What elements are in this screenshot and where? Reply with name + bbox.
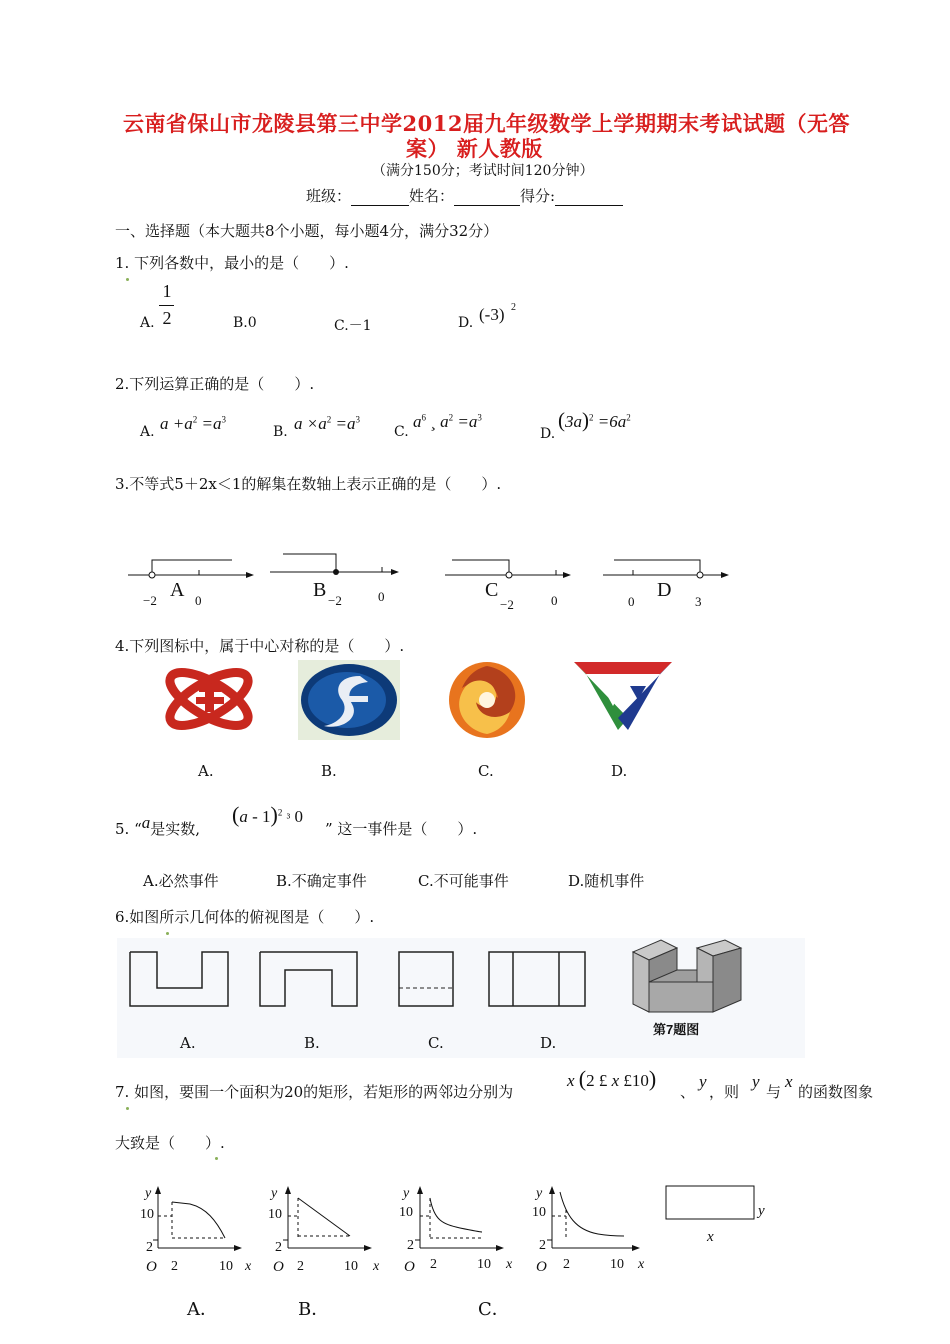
q1-stem: 1. 下列各数中，最小的是（ ）. [115,254,349,272]
page-title-line1: 云南省保山市龙陵县第三中学2012届九年级数学上学期期末考试试题（无答 [123,111,850,136]
q6-stem: 6.如图所示几何体的俯视图是（ ）. [115,908,375,926]
q3-label-a: A [170,579,185,601]
q3-tick-d-right: 3 [695,594,702,609]
q3-stem: 3.不等式5＋2x＜1的解集在数轴上表示正确的是（ ）. [115,475,502,493]
q4-option-b: B. [321,762,337,780]
q7-rectangle [666,1186,754,1219]
q3-number-line-b [270,554,399,575]
q3-number-lines [0,548,950,628]
q7-b-y10: 10 [268,1207,282,1222]
q5-var-a: a [141,813,151,832]
q6-option-c: C. [428,1034,444,1052]
q2-option-c-expr: $a^6$ ¸ $a^2 =a^3$ [413,412,482,431]
q7-stem-and: 与 [766,1083,782,1101]
class-blank[interactable] [351,191,409,206]
name-label: 姓名： [409,187,455,205]
q3-number-line-c [445,560,571,578]
q7-stem-post: ，则 [709,1083,740,1101]
q7-c-y10: 10 [399,1205,413,1220]
q1-option-d-label: D. [458,315,474,331]
q7-c-x-label: x [506,1257,513,1272]
q4-stem: 4.下列图标中，属于中心对称的是（ ）. [115,637,405,655]
q2-option-b-label: B. [273,424,288,440]
q1-fraction-den: 2 [162,308,172,328]
q6-3d-solid [633,940,741,1012]
q7-d-x2: 2 [563,1257,570,1272]
q2-option-c-label: C. [394,424,409,440]
q7-var-y: y [699,1072,707,1091]
q3-number-line-a [128,560,254,578]
q7-b-y-label: y [271,1186,278,1201]
q5-stem-pre: 5. “ [115,820,142,838]
score-blank[interactable] [555,191,623,206]
q1-fraction-bar [159,305,174,306]
q7-domain-expr: x (2 £ x £10) [567,1066,657,1091]
q1-option-d-base: (-3) [479,305,505,324]
q7-a-y-label: y [145,1186,152,1201]
q4-logo-d [572,660,676,740]
q7-a-x2: 2 [171,1259,178,1274]
q2-option-a-label: A. [140,424,155,440]
q7-b-y2: 2 [275,1240,282,1255]
q2-option-b-expr: $a \times a^2 =a^3$ [294,414,360,433]
q7-c-x2: 2 [430,1257,437,1272]
section-heading: 一、选择题（本大题共8个小题，每小题4分，满分32分） [115,222,499,240]
q7-a-x-label: x [245,1259,252,1274]
q4-option-c: C. [478,762,494,780]
q7-stem-pre: 7. 如图，要围一个面积为20的矩形，若矩形的两邻边分别为 [115,1083,514,1101]
q2-option-a-expr: $a +a^2 =a^3$ [160,414,226,433]
q5-stem-post: ” 这一事件是（ ）. [325,820,478,838]
q3-tick-b-left: −2 [328,593,342,608]
q7-d-y10: 10 [532,1205,546,1220]
q5-option-c: C.不可能事件 [418,872,509,890]
q7-b-x10: 10 [344,1259,358,1274]
q5-inequality: (a - 1)$^2$ ³ 0 [232,802,303,827]
q3-tick-c-left: −2 [500,597,514,612]
q7-c-y-label: y [403,1186,410,1201]
q1-fraction-num: 1 [162,281,172,301]
score-label: 得分: [520,187,556,205]
q5-stem-mid: 是实数, [150,820,201,838]
q7-option-b: B． [298,1299,330,1320]
q7-a-x10: 10 [219,1259,233,1274]
name-blank[interactable] [454,191,520,206]
q7-a-origin: O [146,1259,157,1275]
info-line [306,185,623,206]
q1-option-a-label: A. [140,315,155,331]
q7-d-y2: 2 [539,1238,546,1253]
q7-a-y10: 10 [140,1207,154,1222]
q7-c-origin: O [404,1259,415,1275]
q7-b-x-label: x [373,1259,380,1274]
q7-dot2 [215,1145,218,1164]
q3-number-line-d [603,560,729,578]
q3-label-c: C [485,579,499,601]
q6-option-a: A. [180,1034,196,1052]
q6-option-d: D. [540,1034,557,1052]
q3-tick-a-right: 0 [195,593,202,608]
q6-dot [166,920,169,939]
q5-option-a: A.必然事件 [143,872,219,890]
q2-option-d-expr: $(3a)^2 =6a^2$ [558,408,631,432]
q4-option-d: D. [611,762,628,780]
q7-stem-end: 的函数图象 [798,1083,874,1101]
q2-stem: 2.下列运算正确的是（ ）. [115,375,315,393]
q6-figure-caption: 第7题图 [653,1022,700,1037]
q7-b-x2: 2 [297,1259,304,1274]
q4-logo-c [442,660,532,740]
q7-graph-a [153,1186,242,1251]
q4-option-a: A. [198,762,214,780]
q3-tick-c-right: 0 [551,593,558,608]
q3-tick-a-left: −2 [143,593,157,608]
q3-label-d: D [657,579,672,601]
q3-label-b: B [313,579,327,601]
q7-d-x-label: x [638,1257,645,1272]
q1-dot [126,266,129,285]
q7-rect-x: x [707,1229,714,1245]
q3-tick-b-right: 0 [378,589,385,604]
q7-graph-d [547,1186,640,1251]
q7-dot [126,1095,129,1114]
q4-logo-a [161,660,257,738]
q7-rect-y: y [758,1203,765,1219]
q7-var-y2: y [752,1072,760,1091]
q7-separator: 、 [680,1083,696,1101]
q7-stem-line2: 大致是（ ）. [115,1134,225,1152]
q7-var-x: x [785,1072,793,1091]
q7-d-x10: 10 [610,1257,624,1272]
q1-option-c: C.－1 [334,318,372,334]
q7-graph-c [415,1186,504,1251]
q7-option-c: C． [478,1299,510,1320]
q7-graphs [130,1180,830,1290]
q7-b-origin: O [273,1259,284,1275]
q7-c-y2: 2 [407,1238,414,1253]
q5-option-d: D.随机事件 [568,872,645,890]
q1-option-d-exp: 2 [511,302,516,313]
q7-d-origin: O [536,1259,547,1275]
q7-a-y2: 2 [146,1240,153,1255]
q7-c-x10: 10 [477,1257,491,1272]
q3-tick-d-left: 0 [628,594,635,609]
q1-option-b: B.0 [233,315,257,331]
exam-subtitle: （满分150分；考试时间120分钟） [372,163,594,179]
class-label: 班级： [306,187,352,205]
q6-option-b: B. [304,1034,320,1052]
q5-option-b: B.不确定事件 [276,872,367,890]
q4-logo-b [298,660,400,740]
q7-option-a: A． [187,1299,218,1320]
q7-graph-b [283,1186,372,1251]
q7-d-y-label: y [536,1186,543,1201]
q5-stem [115,813,201,839]
page-title-line2: 案） 新人教版 [406,136,543,161]
q2-option-d-label: D. [540,426,556,442]
q6-options-figure [117,940,817,1030]
